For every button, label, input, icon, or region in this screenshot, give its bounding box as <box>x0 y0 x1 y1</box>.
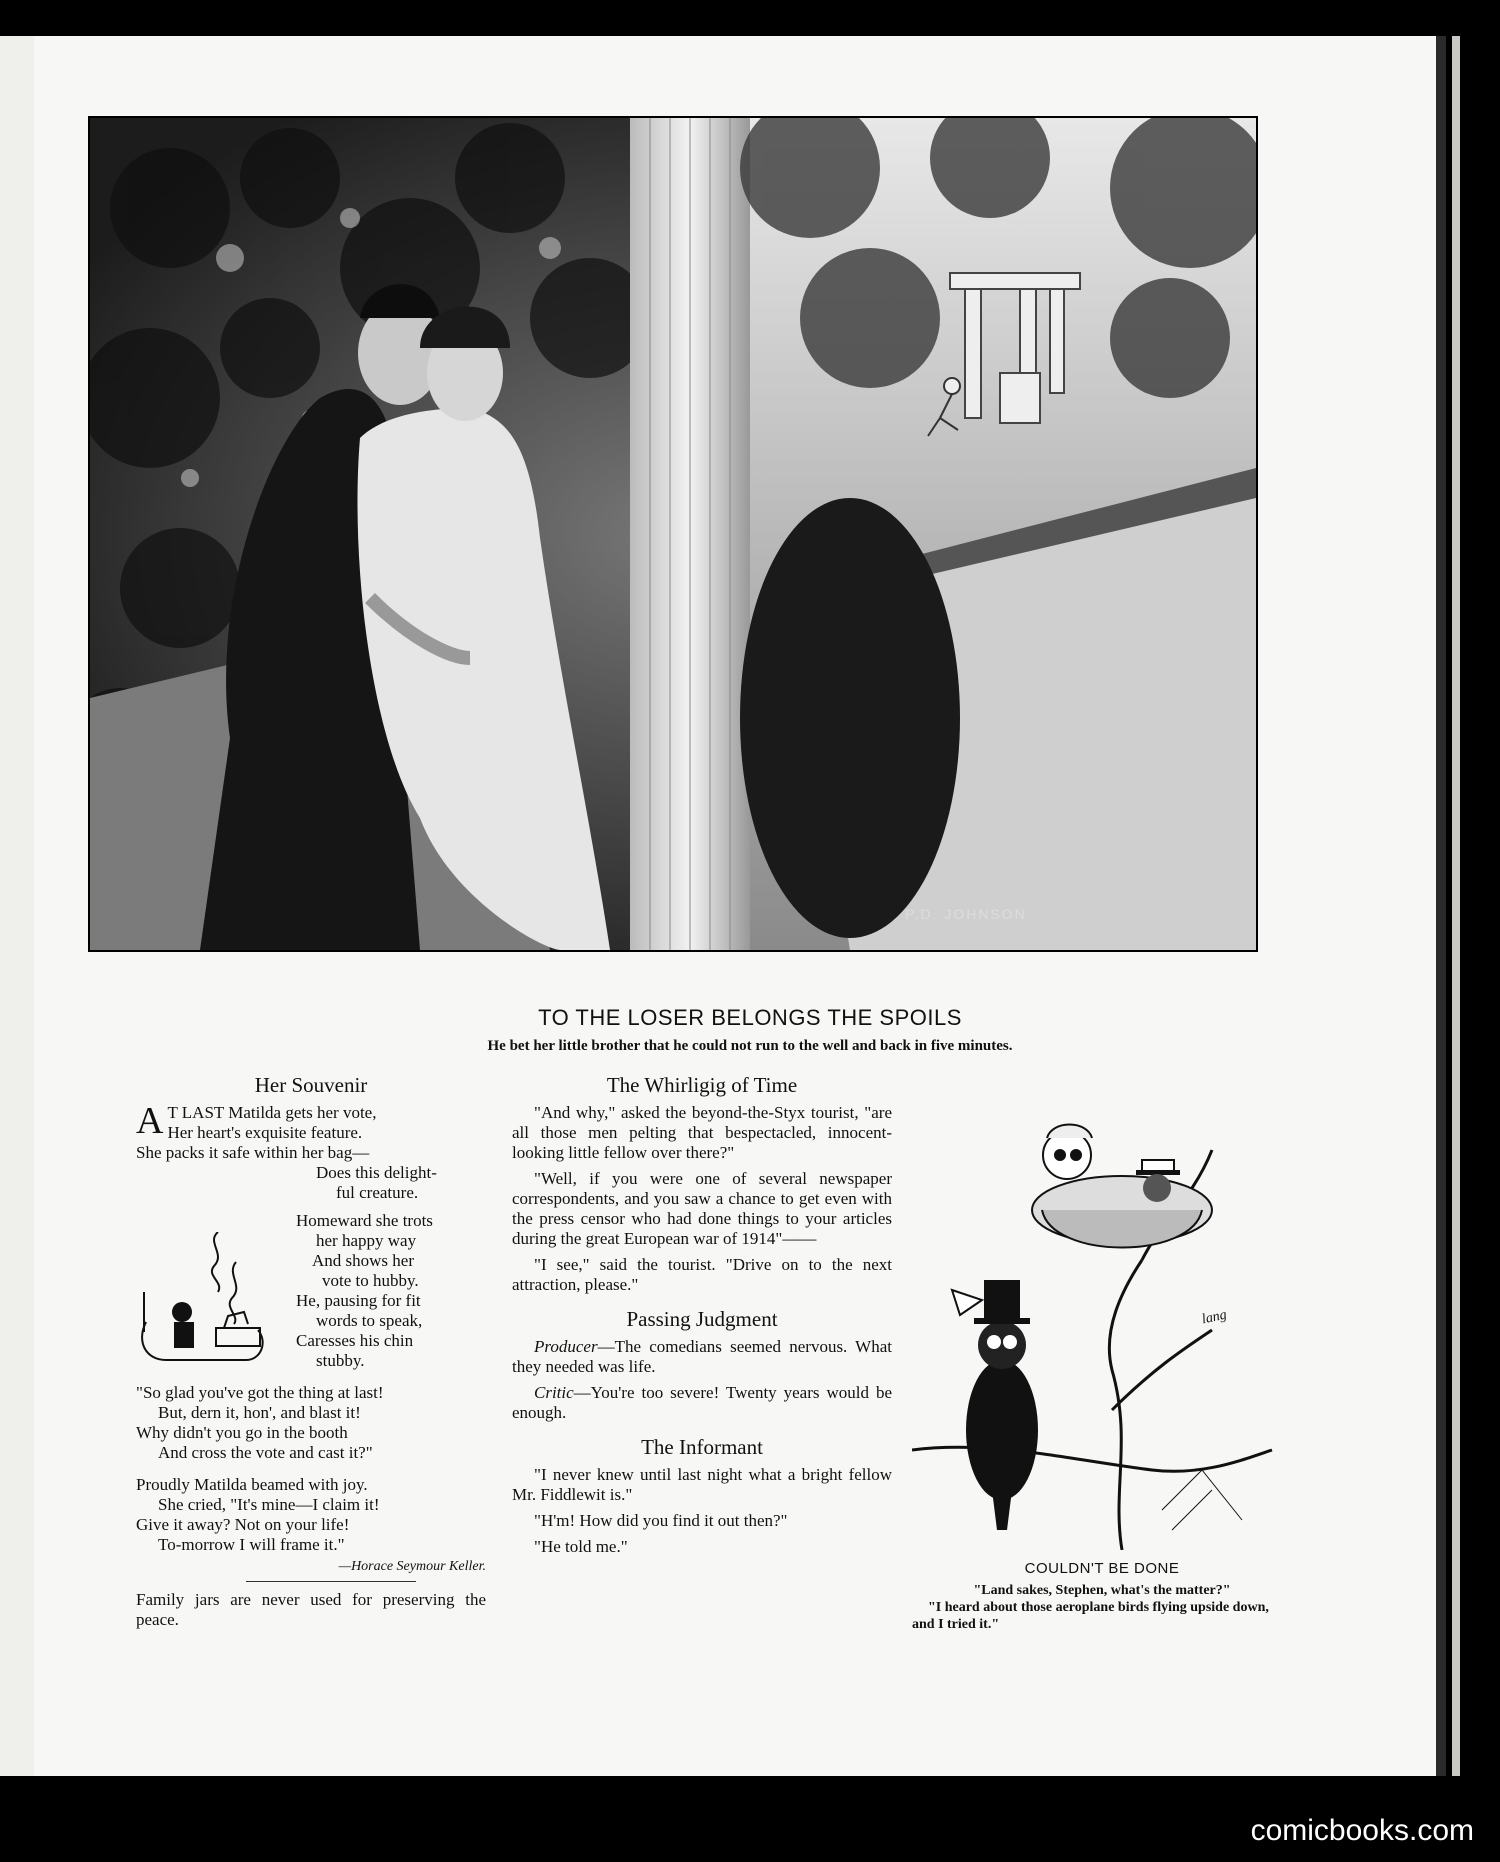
drop-cap: A <box>136 1100 164 1142</box>
dialogue-text: —You're too severe! Twenty years would be enough. <box>512 1383 892 1422</box>
verse-line: Does this delight- <box>316 1163 437 1182</box>
paragraph: "Well, if you were one of several newspaper correspondents, and you saw a chance to get even with the press censor who had done things to your articles during the great European war of 1914"—— <box>512 1169 892 1248</box>
verse-line: Proudly Matilda beamed with joy. <box>136 1475 368 1494</box>
caption-line: "I heard about those aeroplane birds flying upside down, and I tried it." <box>912 1600 1269 1632</box>
souvenir-sketch <box>136 1232 286 1372</box>
heading-informant: The Informant <box>641 1435 763 1459</box>
verse-line: her happy way <box>316 1231 417 1250</box>
speaker-label: Producer <box>534 1337 598 1356</box>
verse-line: And shows her <box>312 1251 414 1270</box>
verse-line: T LAST Matilda gets her vote, <box>167 1103 377 1122</box>
verse-line: "So glad you've got the thing at last! <box>136 1383 384 1402</box>
column-middle <box>512 1075 892 1563</box>
paragraph <box>512 1383 892 1423</box>
verse-line: He, pausing for fit <box>296 1291 421 1310</box>
paragraph: "H'm! How did you find it out then?" <box>534 1511 788 1530</box>
verse-line: Give it away? Not on your life! <box>136 1515 350 1534</box>
cartoon-signature: lang <box>1200 1307 1229 1328</box>
paragraph: "And why," asked the beyond-the-Styx tourist, "are all those men pelting that bespectacled, innocent-looking little fellow over there?" <box>512 1103 892 1162</box>
verse-line: She cried, "It's mine—I claim it! <box>158 1495 380 1514</box>
verse-line: And cross the vote and cast it?" <box>158 1443 373 1462</box>
bird-cartoon <box>912 1110 1292 1570</box>
verse-line: ful creature. <box>336 1183 419 1202</box>
closing-joke: Family jars are never used for preserving the peace. <box>136 1590 486 1629</box>
caption-subtitle: He bet her little brother that he could not run to the well and back in five minutes. <box>487 1038 1013 1054</box>
verse-line: Caresses his chin <box>296 1331 414 1350</box>
page-edge-outer <box>1452 36 1460 1776</box>
verse-line: But, dern it, hon', and blast it! <box>158 1403 361 1422</box>
cartoon-caption <box>912 1582 1292 1633</box>
poem-credit: —Horace Seymour Keller. <box>338 1559 486 1574</box>
verse-line: words to speak, <box>316 1311 423 1330</box>
verse-line: Homeward she trots <box>296 1211 433 1230</box>
illustration-signature: P.D. JOHNSON <box>905 906 1027 922</box>
caption-title: TO THE LOSER BELONGS THE SPOILS <box>538 1005 962 1030</box>
verse-line: Why didn't you go in the booth <box>136 1423 348 1442</box>
caption-line: "Land sakes, Stephen, what's the matter?" <box>973 1583 1231 1598</box>
divider <box>246 1581 416 1582</box>
main-illustration <box>88 116 1258 952</box>
watermark: comicbooks.com <box>1250 1814 1474 1847</box>
paragraph <box>512 1337 892 1377</box>
cartoon-title: COULDN'T BE DONE <box>1024 1560 1180 1577</box>
heading-whirligig: The Whirligig of Time <box>606 1073 798 1097</box>
verse-line: Her heart's exquisite feature. <box>167 1123 363 1142</box>
heading-her-souvenir: Her Souvenir <box>254 1073 368 1097</box>
paragraph: "I see," said the tourist. "Drive on to the next attraction, please." <box>512 1255 892 1294</box>
paragraph: "He told me." <box>534 1537 628 1556</box>
dialogue-text: —The comedians seemed nervous. What they needed was life. <box>512 1337 892 1376</box>
heading-passing-judgment: Passing Judgment <box>626 1307 778 1331</box>
page-edge <box>1436 36 1446 1776</box>
verse-line: stubby. <box>316 1351 365 1370</box>
paragraph: "I never knew until last night what a bright fellow Mr. Fiddlewit is." <box>512 1465 892 1504</box>
verse-line: To-morrow I will frame it." <box>158 1535 345 1554</box>
speaker-label: Critic <box>534 1383 574 1402</box>
verse-line: vote to hubby. <box>322 1271 419 1290</box>
verse-line: She packs it safe within her bag— <box>136 1143 370 1162</box>
